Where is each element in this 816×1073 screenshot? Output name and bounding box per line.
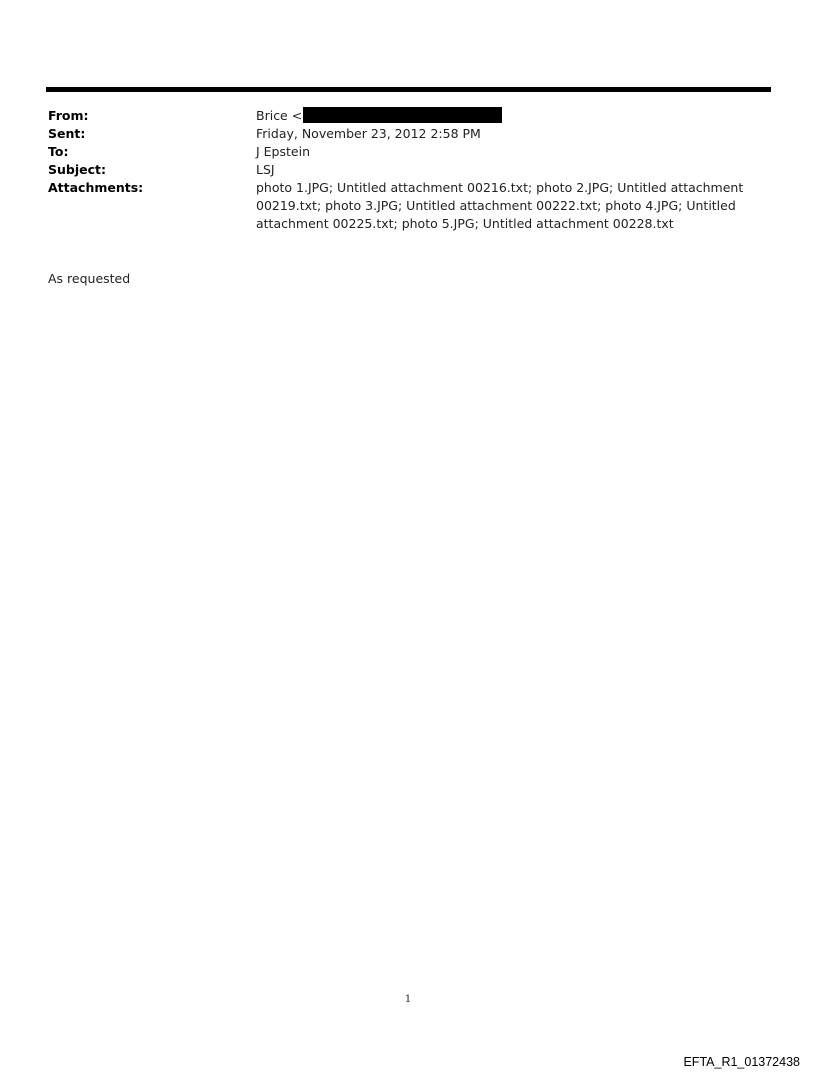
sent-row: [48, 125, 768, 143]
attachments-label: Attachments:: [48, 180, 144, 195]
from-label: From:: [48, 108, 89, 123]
header-divider: [46, 87, 771, 92]
from-row: [48, 107, 768, 125]
from-value: [256, 107, 768, 125]
subject-value: LSJ: [256, 162, 275, 177]
attachments-value: photo 1.JPG; Untitled attachment 00216.txt; photo 2.JPG; Untitled attachment 00219.txt; photo 3.JPG; Untitled attachment 00222.txt; photo 4.JPG; Untitled attachment 00225.txt; photo 5.JPG; Untitled attachment 00228.txt: [256, 180, 744, 231]
to-value: J Epstein: [256, 144, 310, 159]
to-row: [48, 143, 768, 161]
redaction-box: [303, 107, 502, 123]
email-header: [48, 107, 768, 233]
sent-label: Sent:: [48, 126, 86, 141]
sent-value: Friday, November 23, 2012 2:58 PM: [256, 126, 481, 141]
sender-name: Brice <: [256, 108, 303, 123]
attachments-row: [48, 179, 768, 233]
bates-number: EFTA_R1_01372438: [683, 1055, 800, 1069]
subject-label: Subject:: [48, 162, 106, 177]
email-body: As requested: [48, 271, 131, 286]
to-label: To:: [48, 144, 69, 159]
page-number: 1: [404, 994, 412, 1005]
subject-row: [48, 161, 768, 179]
